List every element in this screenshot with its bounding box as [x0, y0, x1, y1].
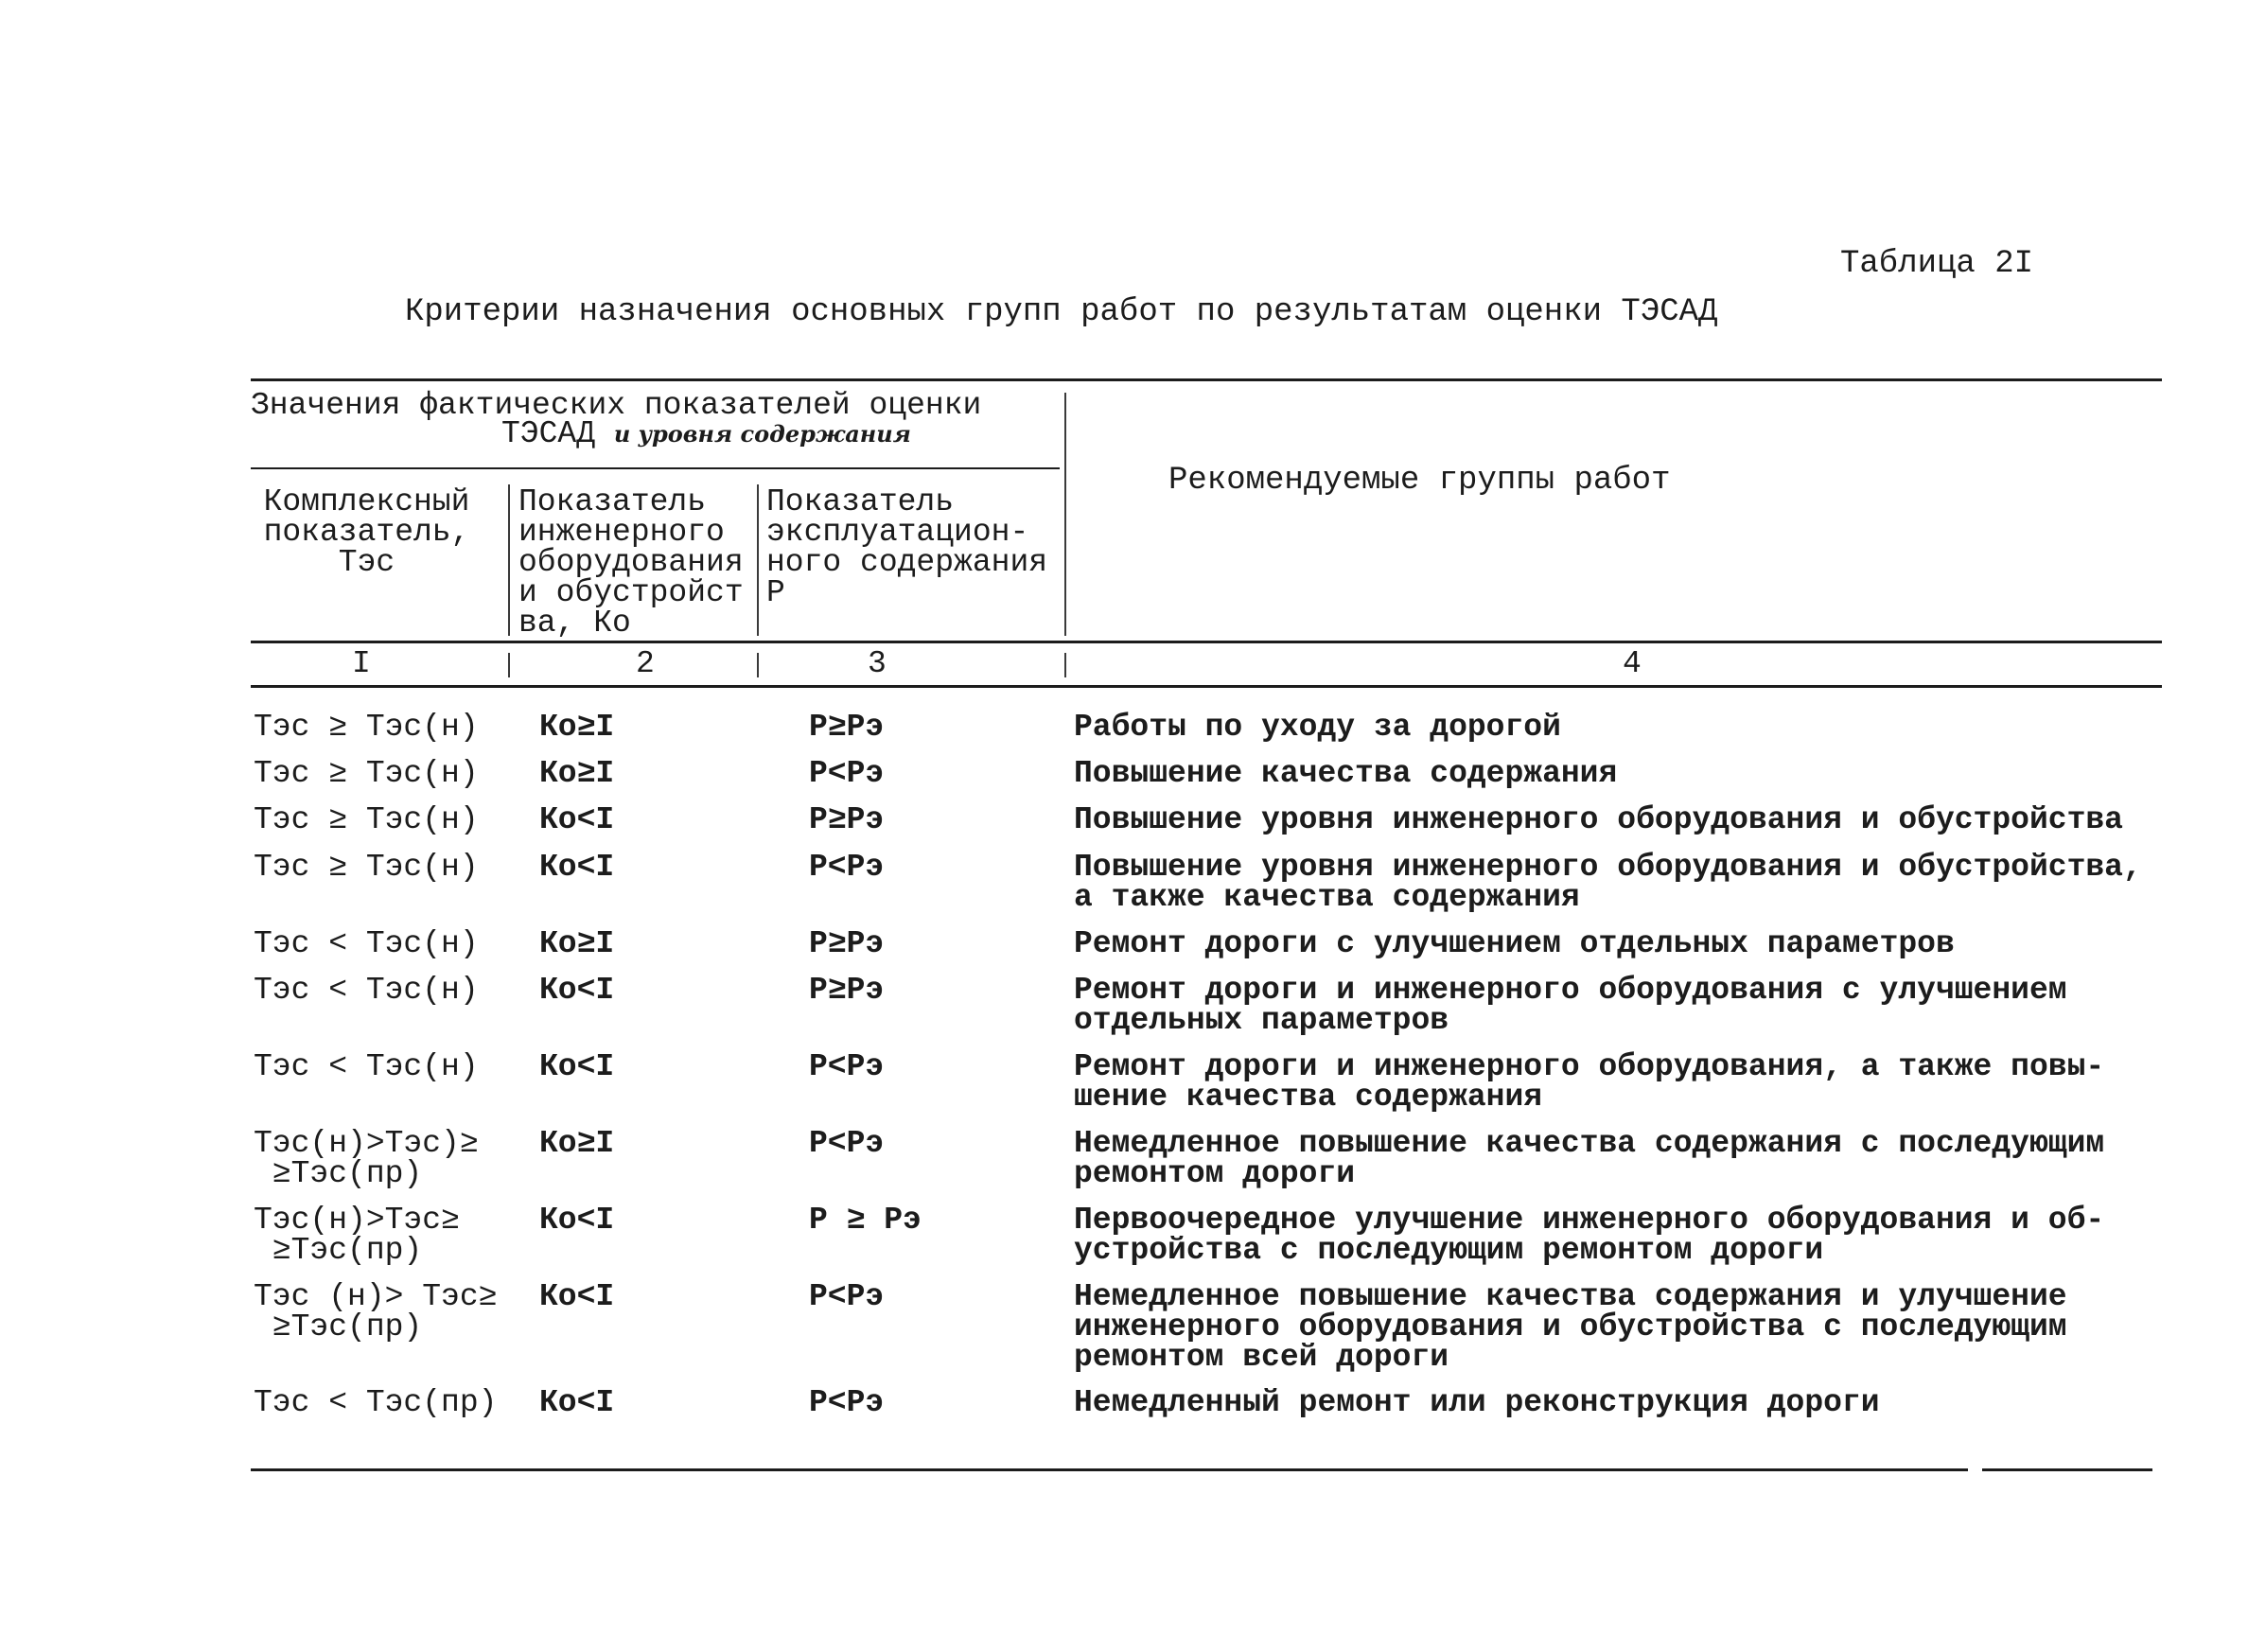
row-cell-tes: Тэс ≥ Тэс(н) — [254, 756, 479, 791]
row-cell-ko: Ко≥I — [539, 710, 615, 745]
header-separator-1 — [508, 484, 510, 636]
column-number-rule — [251, 685, 2162, 688]
row-cell-works: Повышение уровня инженерного оборудования и обустройства — [1074, 802, 2123, 837]
table-bottom-rule-right — [1982, 1468, 2152, 1471]
row-cell-p: Р ≥ Рэ — [809, 1203, 922, 1238]
row-cell-ko: Ко<I — [539, 1049, 615, 1084]
col4-header: Рекомендуемые группы работ — [1168, 463, 1671, 499]
row-cell-tes: Тэс (н)> Тэс≥ ≥Тэс(пр) — [254, 1279, 498, 1344]
number-separator-1 — [508, 653, 510, 677]
row-cell-p: Р<Рэ — [809, 1279, 885, 1314]
row-cell-ko: Ко<I — [539, 802, 615, 837]
row-cell-ko: Ко<I — [539, 973, 615, 1008]
row-cell-tes: Тэс ≥ Тэс(н) — [254, 710, 479, 745]
group-header-underline — [251, 467, 1060, 469]
row-cell-works: Ремонт дороги и инженерного оборудования, а также повы- шение качества содержания — [1074, 1049, 2105, 1115]
table-top-rule — [251, 378, 2162, 381]
row-cell-p: Р≥Рэ — [809, 802, 885, 837]
row-cell-p: Р<Рэ — [809, 1385, 885, 1420]
row-cell-works: Немедленный ремонт или реконструкция дороги — [1074, 1385, 1880, 1420]
row-cell-tes: Тэс < Тэс(пр) — [254, 1385, 498, 1420]
col-number-2: 2 — [636, 646, 655, 681]
row-cell-ko: Ко<I — [539, 1279, 615, 1314]
table-bottom-rule-left — [251, 1468, 1968, 1471]
group-header-line1: Значения фактических показателей оценки — [251, 388, 982, 423]
row-cell-ko: Ко<I — [539, 1203, 615, 1238]
col-number-3: 3 — [868, 646, 887, 681]
row-cell-p: Р<Рэ — [809, 1126, 885, 1161]
row-cell-tes: Тэс ≥ Тэс(н) — [254, 802, 479, 837]
row-cell-works: Работы по уходу за дорогой — [1074, 710, 1561, 745]
row-cell-p: Р≥Рэ — [809, 926, 885, 961]
header-separator-2 — [757, 484, 759, 636]
row-cell-tes: Тэс ≥ Тэс(н) — [254, 850, 479, 885]
group-header-handwritten: и уровня содержания — [613, 420, 911, 448]
table-title: Критерии назначения основных групп работ по результатам оценки ТЭСАД — [405, 294, 1718, 330]
col-number-1: I — [352, 646, 371, 681]
number-separator-3 — [1064, 653, 1066, 677]
row-cell-works: Ремонт дороги и инженерного оборудования с улучшением отдельных параметров — [1074, 973, 2067, 1038]
row-cell-ko: Ко≥I — [539, 756, 615, 791]
row-cell-tes: Тэс < Тэс(н) — [254, 1049, 479, 1084]
row-cell-works: Немедленное повышение качества содержания с последующим ремонтом дороги — [1074, 1126, 2105, 1191]
col2-header: Показатель инженерного оборудования и обустройст ва, Ко — [518, 484, 744, 641]
row-cell-tes: Тэс < Тэс(н) — [254, 973, 479, 1008]
row-cell-tes: Тэс < Тэс(н) — [254, 926, 479, 961]
row-cell-ko: Ко<I — [539, 1385, 615, 1420]
row-cell-works: Повышение качества содержания — [1074, 756, 1618, 791]
row-cell-ko: Ко<I — [539, 850, 615, 885]
table-label: Таблица 2I — [1840, 246, 2034, 282]
col3-header: Показатель эксплуатацион- ного содержания Р — [766, 484, 1048, 610]
row-cell-works: Повышение уровня инженерного оборудования и обустройства, а также качества содержания — [1074, 850, 2142, 915]
row-cell-works: Немедленное повышение качества содержания и улучшение инженерного оборудования и обустройства с последующим ремонтом всей дороги — [1074, 1279, 2067, 1375]
col1-header: Комплексный показатель, Тэс — [263, 484, 470, 580]
header-separator-3 — [1064, 393, 1066, 636]
number-separator-2 — [757, 653, 759, 677]
row-cell-works: Ремонт дороги с улучшением отдельных параметров — [1074, 926, 1955, 961]
row-cell-works: Первоочередное улучшение инженерного оборудования и об- устройства с последующим ремонтом дороги — [1074, 1203, 2105, 1268]
row-cell-p: Р<Рэ — [809, 850, 885, 885]
header-bottom-rule — [251, 641, 2162, 643]
row-cell-tes: Тэс(н)>Тэс≥ ≥Тэс(пр) — [254, 1203, 460, 1268]
row-cell-ko: Ко≥I — [539, 1126, 615, 1161]
row-cell-ko: Ко≥I — [539, 926, 615, 961]
group-header-line2 — [501, 416, 911, 451]
col-number-4: 4 — [1623, 646, 1642, 681]
row-cell-p: Р≥Рэ — [809, 710, 885, 745]
group-header-tesad: ТЭСАД — [501, 416, 596, 451]
row-cell-p: Р≥Рэ — [809, 973, 885, 1008]
row-cell-p: Р<Рэ — [809, 1049, 885, 1084]
row-cell-p: Р<Рэ — [809, 756, 885, 791]
row-cell-tes: Тэс(н)>Тэс)≥ ≥Тэс(пр) — [254, 1126, 479, 1191]
